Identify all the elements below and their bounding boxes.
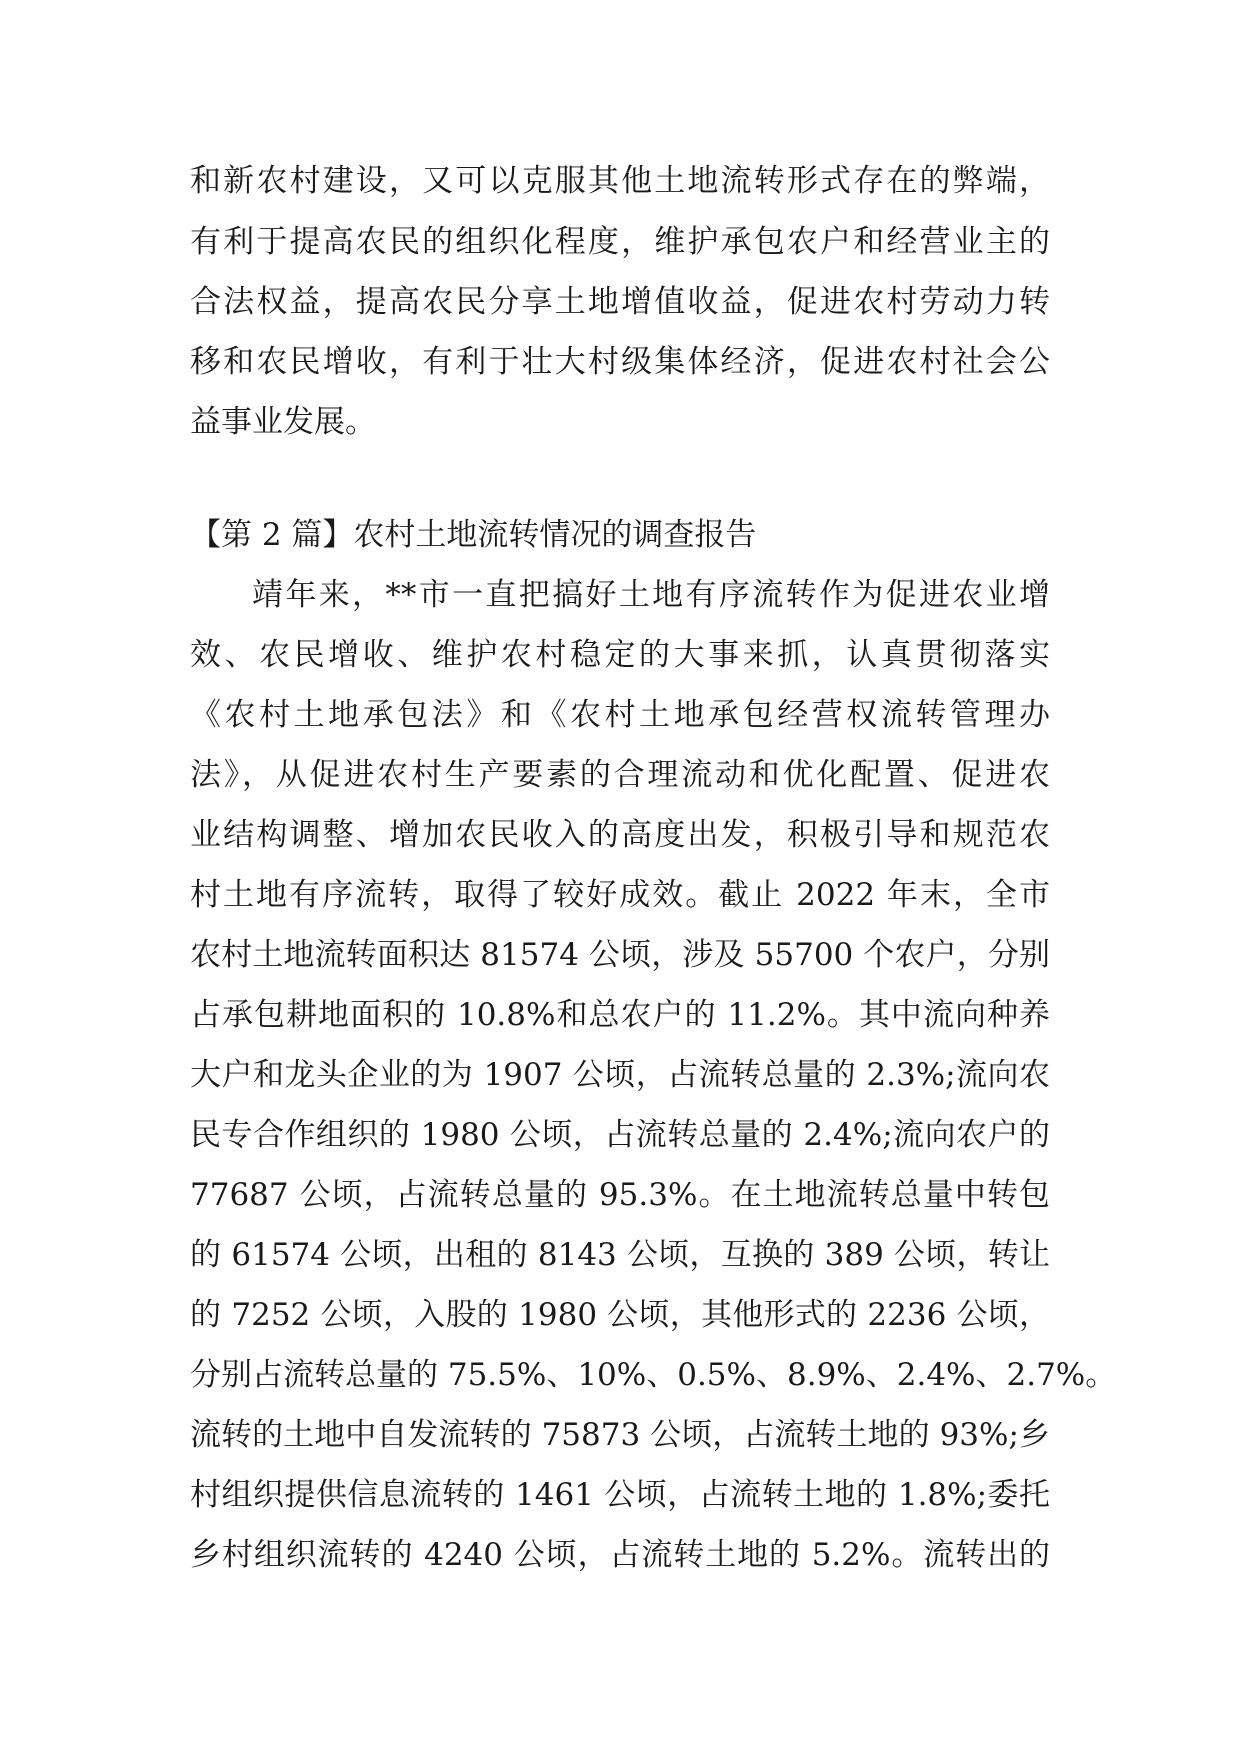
section2-line: 乡村组织流转的 4240 公顷，占流转土地的 5.2%。流转出的	[190, 1537, 1050, 1573]
section2-line: 村土地有序流转，取得了较好成效。截止 2022 年末，全市	[190, 877, 1050, 913]
section2-line: 分别占流转总量的 75.5%、10%、0.5%、8.9%、2.4%、2.7%。	[190, 1357, 1117, 1393]
section2-line: 村组织提供信息流转的 1461 公顷，占流转土地的 1.8%;委托	[190, 1477, 1050, 1513]
section2-line: 农村土地流转面积达 81574 公顷，涉及 55700 个农户，分别	[190, 937, 1050, 973]
section2-line: 法》，从促进农村生产要素的合理流动和优化配置、促进农	[190, 757, 1050, 793]
section2-line: 效、农民增收、维护农村稳定的大事来抓，认真贯彻落实	[190, 637, 1050, 673]
section2-line: 靖年来，**市一直把搞好土地有序流转作为促进农业增	[252, 577, 1050, 613]
paragraph1-line: 和新农村建设，又可以克服其他土地流转形式存在的弊端，	[190, 163, 1050, 199]
section2-line: 的 61574 公顷，出租的 8143 公顷，互换的 389 公顷，转让	[190, 1237, 1050, 1273]
section2-line: 的 7252 公顷，入股的 1980 公顷，其他形式的 2236 公顷，	[190, 1297, 1050, 1333]
section2-line: 大户和龙头企业的为 1907 公顷，占流转总量的 2.3%;流向农	[190, 1057, 1050, 1093]
section2-line: 民专合作组织的 1980 公顷，占流转总量的 2.4%;流向农户的	[190, 1117, 1050, 1153]
section2-line: 77687 公顷，占流转总量的 95.3%。在土地流转总量中转包	[190, 1177, 1050, 1213]
paragraph1-line: 益事业发展。	[190, 404, 376, 440]
paragraph1-line: 有利于提高农民的组织化程度，维护承包农户和经营业主的	[190, 224, 1050, 260]
section2-line: 《农村土地承包法》和《农村土地承包经营权流转管理办	[190, 697, 1050, 733]
paragraph1-line: 移和农民增收，有利于壮大村级集体经济，促进农村社会公	[190, 344, 1050, 380]
paragraph1-line: 合法权益，提高农民分享土地增值收益，促进农村劳动力转	[190, 284, 1050, 320]
section2-line: 业结构调整、增加农民收入的高度出发，积极引导和规范农	[190, 817, 1050, 853]
section-heading: 【第 2 篇】农村土地流转情况的调查报告	[190, 517, 757, 553]
section2-line: 流转的土地中自发流转的 75873 公顷，占流转土地的 93%;乡	[190, 1417, 1050, 1453]
section2-line: 占承包耕地面积的 10.8%和总农户的 11.2%。其中流向种养	[190, 997, 1050, 1033]
